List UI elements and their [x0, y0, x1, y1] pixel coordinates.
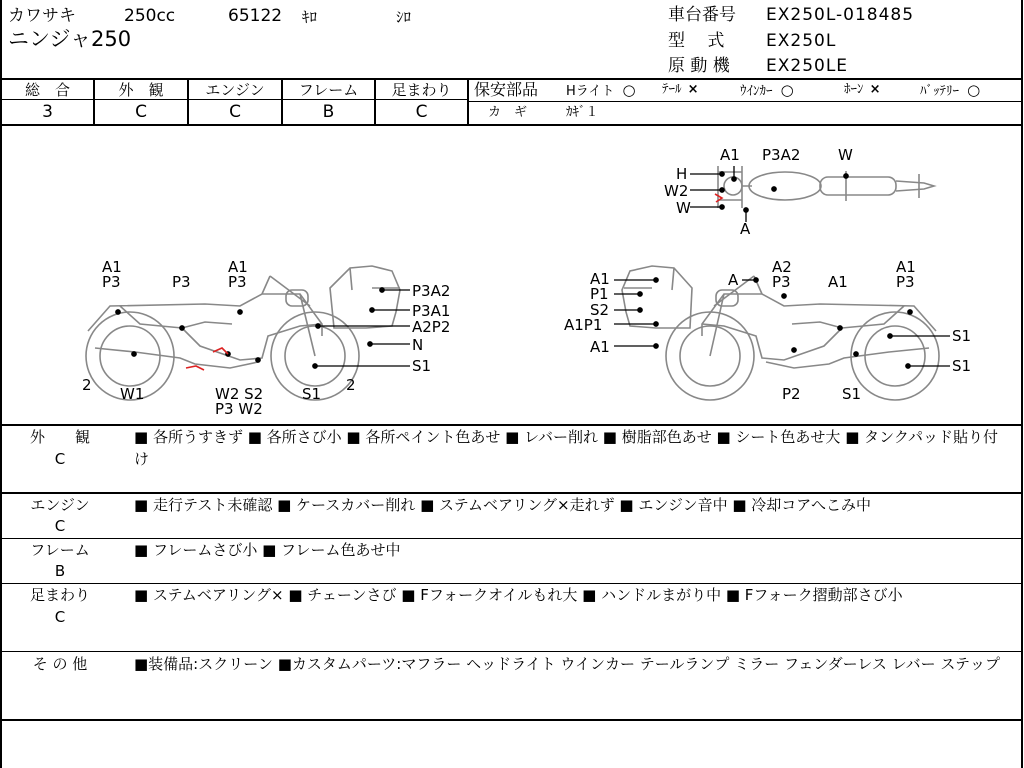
diagram-label: S1 [952, 327, 972, 345]
engine-grade-value: C [229, 102, 241, 122]
model-label: 型 式 [668, 31, 725, 51]
diagram-label: N [412, 336, 424, 354]
safety-item-tail: ﾃｰﾙ × [662, 82, 699, 97]
suspension-grade-label: 足まわり [391, 81, 452, 99]
diagram-label: W [838, 146, 853, 164]
diagram-label: A [740, 220, 751, 238]
diagram-label: H [676, 165, 688, 183]
frame-grade-label: フレーム [298, 81, 359, 99]
diagram-label: W [676, 199, 691, 217]
diagram-label: A1 [828, 273, 848, 291]
notes-suspension-grade: C [54, 608, 66, 626]
damage-diagram [0, 126, 1024, 426]
diagram-label: P3 [772, 273, 791, 291]
diagram-label: P3 [172, 273, 191, 291]
diagram-label: P3A1 [412, 302, 451, 320]
diagram-label: P3 [228, 273, 247, 291]
diagram-label: P2 [782, 385, 801, 403]
diagram-label: P3 W2 [215, 400, 263, 418]
safety-title: 保安部品 [474, 80, 539, 99]
mileage: 65122 [228, 6, 283, 26]
diagram-label: S1 [302, 385, 322, 403]
color: ｼﾛ [396, 8, 412, 26]
diagram-label: A1 [590, 270, 610, 288]
safety-item-headlight: Hライト ○ [566, 81, 636, 99]
diagram-label: S1 [952, 357, 972, 375]
divider [467, 78, 469, 126]
diagram-label: A [728, 271, 739, 289]
notes-frame-grade: B [54, 562, 66, 580]
notes-exterior-text: ■ 各所うすきず ■ 各所さび小 ■ 各所ペイント色あせ ■ レバー削れ ■ 樹脂部色あせ ■ シート色あせ大 ■ タンクパッド貼り付け [134, 428, 998, 468]
exterior-value: C [135, 102, 147, 122]
safety-item-battery: ﾊﾞｯﾃﾘｰ ○ [920, 81, 981, 99]
divider [0, 651, 1023, 652]
diagram-label: S1 [412, 357, 432, 375]
notes-other-text: ■装備品:スクリーン ■カスタムパーツ:マフラー ヘッドライト ウインカー テールランプ ミラー フェンダーレス レバー ステップ [134, 655, 1001, 673]
engine-label: 原 動 機 [668, 56, 730, 76]
chassis-label: 車台番号 [668, 5, 736, 25]
notes-suspension-label: 足まわり [29, 586, 90, 604]
tail-status-icon: × [687, 82, 699, 97]
notes-suspension-text: ■ ステムベアリング× ■ チェーンさび ■ Fフォークオイルもれ大 ■ ハンドルまがり中 ■ Fフォーク摺動部さび小 [134, 586, 903, 604]
motorcycle-outlines [86, 166, 939, 400]
maker: カワサキ [8, 6, 76, 26]
frame-grade-value: B [322, 102, 335, 122]
diagram-label: P3A2 [412, 282, 451, 300]
notes-exterior-grade: C [54, 450, 66, 468]
diagram-label: P3A2 [762, 146, 801, 164]
divider [0, 719, 1023, 721]
chassis-value: EX250L-018485 [766, 5, 915, 25]
notes-frame-label: フレーム [30, 541, 90, 559]
overall-label: 総 合 [24, 81, 70, 99]
exterior-label: 外 観 [118, 81, 164, 99]
notes-engine-grade: C [54, 517, 66, 535]
engine-value: EX250LE [766, 56, 849, 76]
key-label: カ ギ [488, 105, 528, 120]
notes-engine-label: エンジン [30, 496, 90, 514]
divider [468, 101, 1023, 102]
diagram-label: W2 S2 [215, 385, 264, 403]
displacement: 250cc [124, 6, 176, 26]
diagram-label: 2 [82, 376, 92, 394]
notes-other-label: そ の 他 [32, 655, 88, 673]
headlight-status-icon: ○ [622, 81, 636, 99]
diagram-label: S2 [590, 301, 610, 319]
diagram-label: P3 [896, 273, 915, 291]
horn-status-icon: × [869, 82, 881, 97]
winker-status-icon: ○ [780, 81, 794, 99]
notes-engine-text: ■ 走行テスト未確認 ■ ケースカバー削れ ■ ステムベアリング×走れず ■ エンジン音中 ■ 冷却コアへこみ中 [134, 496, 871, 514]
diagram-label: A1P1 [564, 316, 603, 334]
diagram-label: A1 [720, 146, 740, 164]
diagram-label: 2 [346, 376, 356, 394]
diagram-label: W2 [664, 182, 689, 200]
diagram-label: A2P2 [412, 318, 451, 336]
model-value: EX250L [766, 31, 837, 51]
diagram-label: A1 [228, 258, 248, 276]
diagram-label: S1 [842, 385, 862, 403]
diagram-label: W1 [120, 385, 145, 403]
diagram-label: A1 [896, 258, 916, 276]
notes-exterior-label: 外 観 [29, 428, 90, 446]
diagram-label: P1 [590, 285, 609, 303]
safety-item-horn: ﾎｰﾝ × [844, 82, 881, 97]
notes-frame-text: ■ フレームさび小 ■ フレーム色あせ中 [134, 541, 401, 559]
diagram-label: P3 [102, 273, 121, 291]
model-name: ニンジャ250 [8, 27, 132, 51]
diagram-label: A2 [772, 258, 792, 276]
diagram-label: A1 [590, 338, 610, 356]
suspension-grade-value: C [415, 102, 428, 122]
mileage-unit: ｷﾛ [302, 8, 318, 26]
overall-value: 3 [42, 102, 53, 122]
engine-grade-label: エンジン [205, 81, 265, 99]
key-value: ｶｷﾞ１ [566, 105, 599, 120]
safety-item-winker: ｳｲﾝｶｰ ○ [740, 81, 794, 99]
battery-status-icon: ○ [967, 81, 981, 99]
diagram-label: A1 [102, 258, 122, 276]
